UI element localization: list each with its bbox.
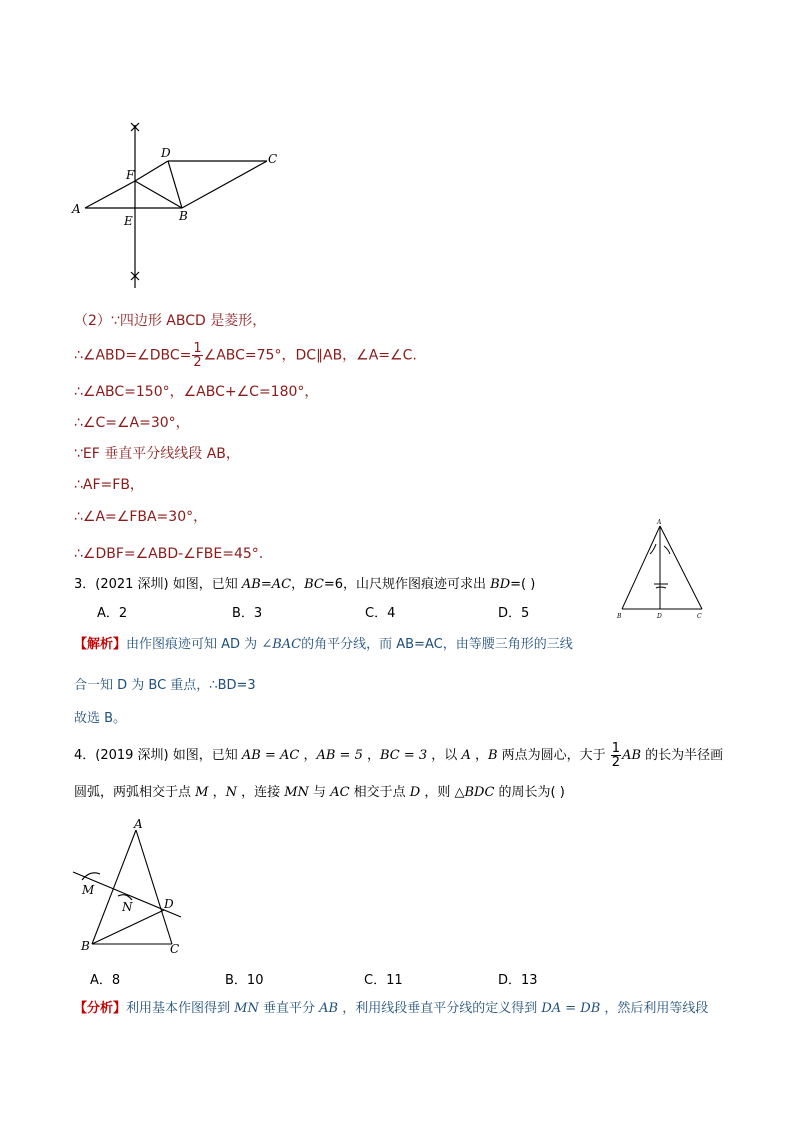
fig3-label-c: C bbox=[697, 613, 702, 620]
fig4-label-n: N bbox=[122, 900, 133, 914]
figure-rhombus bbox=[60, 115, 300, 295]
q3-analysis-tag: 【解析】 bbox=[74, 637, 127, 652]
q4-stem-mid: ，以 bbox=[427, 748, 462, 763]
q4-eq-bc-3: BC = 3 bbox=[380, 748, 428, 763]
q4-point-m: M bbox=[195, 785, 209, 800]
fig4-label-c: C bbox=[170, 942, 180, 956]
q3-eq-bd: BD bbox=[490, 577, 511, 592]
q4-point-a: A bbox=[461, 748, 471, 763]
q4-fraction-denominator: 2 bbox=[611, 755, 621, 770]
q3-analysis-post: 的角平分线，而 AB=AC，由等腰三角形的三线 bbox=[301, 637, 573, 652]
q4-sep-1: ， bbox=[299, 748, 317, 763]
q4-analysis-pre: 利用基本作图得到 bbox=[126, 1001, 235, 1016]
q3-option-a: A．2 bbox=[97, 606, 128, 621]
q4-option-a: A．8 bbox=[90, 973, 121, 988]
fig1-label-d: D bbox=[161, 146, 171, 160]
q3-option-b: B．3 bbox=[232, 606, 263, 621]
q3-answer: 故选 B。 bbox=[74, 711, 127, 726]
q4-eq-ab-5: AB = 5 bbox=[316, 748, 363, 763]
q4-fraction-half bbox=[611, 742, 621, 769]
q3-analysis-line-1 bbox=[74, 636, 573, 654]
q3-analysis-angle: ∠BAC bbox=[261, 637, 302, 652]
q4-analysis-mid2: ，利用线段垂直平分线的定义得到 bbox=[338, 1001, 542, 1016]
fig3-label-a: A bbox=[657, 519, 662, 526]
solution-line-1: （2）∵四边形 ABCD 是菱形， bbox=[74, 313, 267, 329]
q3-stem bbox=[74, 576, 535, 594]
q4-point-b: B bbox=[487, 748, 498, 763]
solution-line-8: ∴∠DBF=∠ABD-∠FBE=45°. bbox=[74, 546, 264, 562]
q4-analysis-mn: MN bbox=[234, 1001, 259, 1016]
q4-stem-line-2 bbox=[74, 784, 565, 802]
q3-stem-val: =6，山尺规作图痕迹可求出 bbox=[323, 577, 491, 592]
q4-stem2-mid3: 相交于点 bbox=[349, 785, 410, 800]
q4-eq-ab-ac: AB = AC bbox=[241, 748, 300, 763]
q4-stem2-pre: 圆弧，两弧相交于点 bbox=[74, 785, 196, 800]
fig3-label-b: B bbox=[617, 613, 622, 620]
q4-segment-ab: AB bbox=[622, 748, 642, 763]
fraction-half bbox=[192, 342, 202, 369]
q4-sep-2: ， bbox=[362, 748, 380, 763]
q4-triangle-bdc: △BDC bbox=[454, 785, 495, 800]
q4-stem2-end: 的周长为( ) bbox=[494, 785, 565, 800]
fig4-label-m: M bbox=[82, 883, 95, 897]
figure-q4-triangle bbox=[68, 812, 188, 960]
fig1-label-c: C bbox=[268, 152, 278, 166]
fig4-label-b: B bbox=[81, 939, 90, 953]
q3-eq-ab-ac: AB=AC bbox=[241, 577, 292, 592]
fig1-label-b: B bbox=[179, 209, 188, 223]
fig1-label-e: E bbox=[124, 214, 133, 228]
solution-line-2-pre: ∴∠ABD=∠DBC= bbox=[74, 347, 192, 364]
q3-stem-sep: ， bbox=[291, 577, 305, 592]
q4-stem-pre: 4．(2019 深圳) 如图，已知 bbox=[74, 748, 242, 763]
q4-stem2-mid4: ，则 bbox=[420, 785, 455, 800]
solution-line-7: ∴∠A=∠FBA=30°， bbox=[74, 509, 208, 525]
q4-stem-end: 的长为半径画 bbox=[641, 748, 724, 763]
q4-analysis-end: ，然后利用等线段 bbox=[600, 1001, 709, 1016]
q4-stem2-mid2: 与 bbox=[308, 785, 331, 800]
q4-analysis-mid1: 垂直平分 bbox=[258, 1001, 320, 1016]
q4-analysis bbox=[74, 1000, 708, 1018]
q4-option-b: B．10 bbox=[225, 973, 264, 988]
q4-stem-mid2: 两点为圆心，大于 bbox=[497, 748, 610, 763]
solution-line-6: ∴AF=FB， bbox=[74, 477, 144, 493]
q3-analysis-pre: 由作图痕迹可知 AD 为 bbox=[126, 637, 262, 652]
q4-point-n: N bbox=[225, 785, 237, 800]
q4-fraction-numerator: 1 bbox=[611, 741, 621, 756]
q4-line-ac: AC bbox=[330, 785, 350, 800]
q3-stem-end: =( ) bbox=[510, 577, 536, 592]
q4-sep-3: ， bbox=[470, 748, 488, 763]
q4-stem2-mid: ，连接 bbox=[236, 785, 285, 800]
solution-line-2-post: ∠ABC=75°，DC∥AB，∠A=∠C. bbox=[203, 347, 417, 364]
q4-analysis-ab: AB bbox=[319, 1001, 339, 1016]
solution-line-5: ∵EF 垂直平分线线段 AB， bbox=[74, 446, 240, 462]
fig4-label-a: A bbox=[134, 817, 143, 831]
q4-option-d: D．13 bbox=[498, 973, 538, 988]
q4-sep-4: ， bbox=[208, 785, 226, 800]
q3-option-d: D．5 bbox=[498, 606, 530, 621]
q4-stem-line-1 bbox=[74, 742, 723, 769]
fraction-denominator: 2 bbox=[193, 355, 202, 370]
q3-option-c: C．4 bbox=[365, 606, 396, 621]
q4-point-d: D bbox=[409, 785, 421, 800]
fig1-label-a: A bbox=[72, 202, 81, 216]
q4-analysis-tag: 【分析】 bbox=[74, 1001, 127, 1016]
q4-line-mn: MN bbox=[284, 785, 309, 800]
fig4-label-d: D bbox=[164, 897, 174, 911]
fraction-numerator: 1 bbox=[193, 341, 202, 356]
figure-q3-triangle bbox=[612, 516, 712, 622]
q4-analysis-da-db: DA = DB bbox=[541, 1001, 601, 1016]
solution-line-4: ∴∠C=∠A=30°， bbox=[74, 415, 190, 431]
q3-eq-bc: BC bbox=[304, 577, 324, 592]
q3-analysis-line-2: 合一知 D 为 BC 重点，∴BD=3 bbox=[74, 678, 256, 693]
q4-option-c: C．11 bbox=[364, 973, 403, 988]
q3-stem-pre: 3．(2021 深圳) 如图，已知 bbox=[74, 577, 242, 592]
fig3-label-d: D bbox=[657, 613, 662, 620]
solution-line-3: ∴∠ABC=150°，∠ABC+∠C=180°， bbox=[74, 384, 319, 400]
solution-line-2 bbox=[74, 342, 417, 369]
fig1-label-f: F bbox=[126, 168, 135, 182]
